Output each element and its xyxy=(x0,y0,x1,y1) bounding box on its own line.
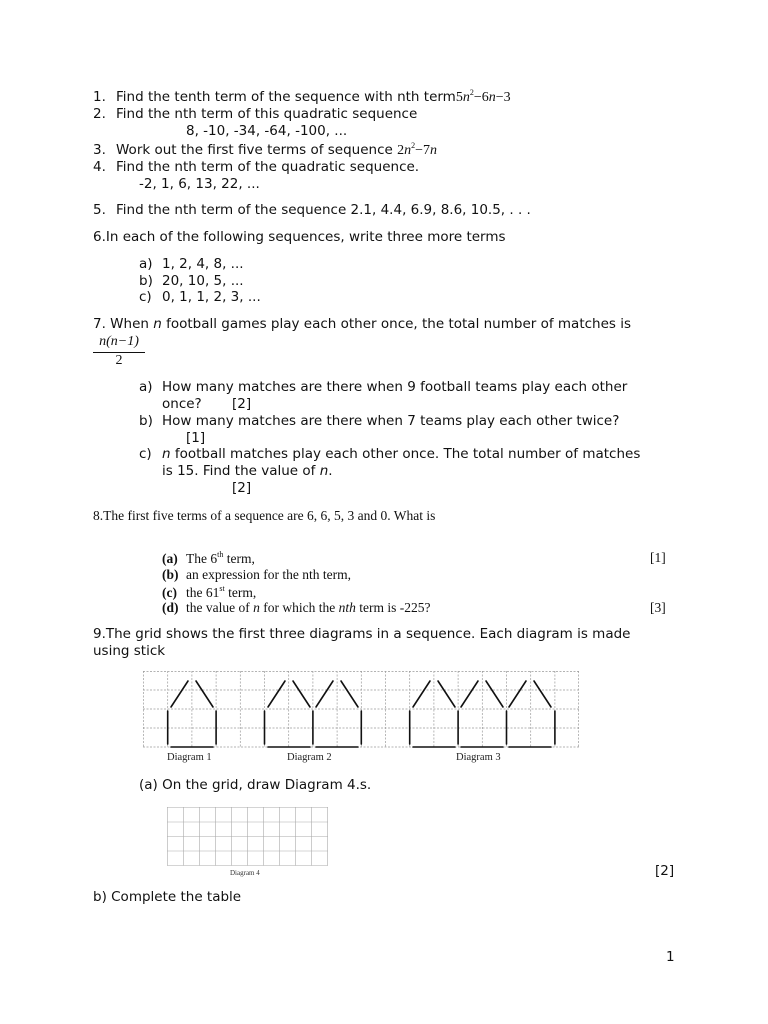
question-3-number: 3. xyxy=(93,142,106,158)
question-5-text: Find the nth term of the sequence 2.1, 4.4, 6.9, 8.6, 10.5, . . . xyxy=(116,202,531,218)
part-label: (b) xyxy=(162,567,179,582)
part-text: the value of xyxy=(186,600,254,615)
question-2 xyxy=(93,106,417,122)
part-label: (d) xyxy=(162,600,179,615)
q7-variable: n xyxy=(153,316,162,332)
part-label: a) xyxy=(139,379,153,395)
question-8-part-b xyxy=(162,567,351,583)
question-2-number: 2. xyxy=(93,106,106,122)
question-2-text: Find the nth term of this quadratic sequence xyxy=(116,106,418,122)
part-text: for which the xyxy=(259,600,339,615)
part-text: How many matches are there when 7 teams play each other twice? xyxy=(162,413,620,429)
question-9-line1: 9.The grid shows the first three diagrams in a sequence. Each diagram is made xyxy=(93,626,631,642)
part-text: term is -225? xyxy=(355,600,431,615)
part-text: once? xyxy=(162,396,202,412)
part-label: b) xyxy=(139,413,153,429)
diagram-1-label: Diagram 1 xyxy=(167,752,212,763)
part-superscript: th xyxy=(217,550,224,559)
item-label: c) xyxy=(139,289,152,305)
question-4-text: Find the nth term of the quadratic sequence. xyxy=(116,159,420,175)
item-label: b) xyxy=(139,273,153,289)
question-6-item-c xyxy=(139,289,261,305)
question-9-part-a: (a) On the grid, draw Diagram 4.s. xyxy=(139,777,372,793)
diagram-4-label: Diagram 4 xyxy=(230,869,260,877)
question-6-item-a xyxy=(139,256,244,272)
empty-grid-lines xyxy=(167,807,328,866)
question-8-part-a xyxy=(162,550,255,567)
part-variable: nth xyxy=(338,600,356,615)
part-text: term, xyxy=(224,585,257,600)
question-3-expression: $2n^2-7n$ xyxy=(397,141,438,158)
part-text: is 15. Find the value of xyxy=(162,463,320,479)
item-label: a) xyxy=(139,256,153,272)
question-7-part-c xyxy=(139,446,640,462)
question-9-part-b: b) Complete the table xyxy=(93,889,242,905)
part-variable: n xyxy=(162,446,171,462)
question-7-fraction xyxy=(93,334,145,369)
question-8-part-a-marks: [1] xyxy=(650,550,666,565)
question-1-expression: $5n^2-6n-3$ xyxy=(455,88,511,105)
part-text: an expression for the nth term, xyxy=(186,567,351,582)
part-label: (c) xyxy=(162,585,177,600)
question-6-item-b xyxy=(139,273,244,289)
sticks xyxy=(168,681,555,747)
question-4-number: 4. xyxy=(93,159,106,175)
q7-prefix: 7. When xyxy=(93,316,154,332)
part-text: The 6 xyxy=(186,551,218,566)
part-text: the 61 xyxy=(186,585,220,600)
question-7-part-b-marks: [1] xyxy=(186,430,206,446)
question-7-part-a-line2 xyxy=(162,396,202,412)
page-number: 1 xyxy=(666,949,675,965)
question-5 xyxy=(93,202,531,218)
question-8-text: 8.The first five terms of a sequence are 6, 6, 5, 3 and 0. What is xyxy=(93,508,436,523)
question-5-number: 5. xyxy=(93,202,106,218)
stick-diagrams-grid xyxy=(143,671,580,763)
part-variable: n xyxy=(319,463,329,479)
question-4-sequence: -2, 1, 6, 13, 22, ... xyxy=(139,176,260,192)
part-text: football matches play each other once. The total number of matches xyxy=(170,446,641,462)
question-9-part-a-marks: [2] xyxy=(655,863,675,879)
question-6-text: 6.In each of the following sequences, write three more terms xyxy=(93,229,506,245)
question-8-part-d xyxy=(162,600,430,616)
question-7-part-c-marks: [2] xyxy=(232,480,252,496)
question-1-number: 1. xyxy=(93,89,106,105)
part-superscript: st xyxy=(219,584,225,593)
part-text: How many matches are there when 9 football teams play each other xyxy=(162,379,628,395)
diagram-3-label: Diagram 3 xyxy=(456,752,501,763)
fraction-denominator: 2 xyxy=(115,353,123,368)
question-1 xyxy=(93,88,511,106)
question-7-part-a-marks: [2] xyxy=(232,396,252,412)
diagram-4-empty-grid[interactable] xyxy=(167,807,329,879)
question-7-part-c-line2 xyxy=(162,463,333,479)
part-label: (a) xyxy=(162,551,178,566)
item-text: 20, 10, 5, ... xyxy=(162,273,244,289)
fraction-numerator: n(n−1) xyxy=(99,334,139,349)
question-8-part-c xyxy=(162,584,256,601)
part-text: term, xyxy=(223,551,255,566)
question-7-part-a xyxy=(139,379,627,395)
question-9-line2: using stick xyxy=(93,643,166,659)
q7-text: football games play each other once, the total number of matches is xyxy=(161,316,632,332)
question-4 xyxy=(93,159,419,175)
diagram-2-label: Diagram 2 xyxy=(287,752,332,763)
question-7-text xyxy=(93,316,631,332)
part-text: . xyxy=(328,463,333,479)
question-3 xyxy=(93,141,437,159)
item-text: 1, 2, 4, 8, ... xyxy=(162,256,244,272)
item-text: 0, 1, 1, 2, 3, ... xyxy=(162,289,261,305)
question-8-part-d-marks: [3] xyxy=(650,600,666,615)
question-2-sequence: 8, -10, -34, -64, -100, ... xyxy=(186,123,348,139)
question-7-part-b xyxy=(139,413,619,429)
question-1-text: Find the tenth term of the sequence with nth term xyxy=(116,89,456,105)
question-3-text: Work out the first five terms of sequence xyxy=(116,142,393,158)
part-label: c) xyxy=(139,446,152,462)
part-variable: n xyxy=(253,600,260,615)
